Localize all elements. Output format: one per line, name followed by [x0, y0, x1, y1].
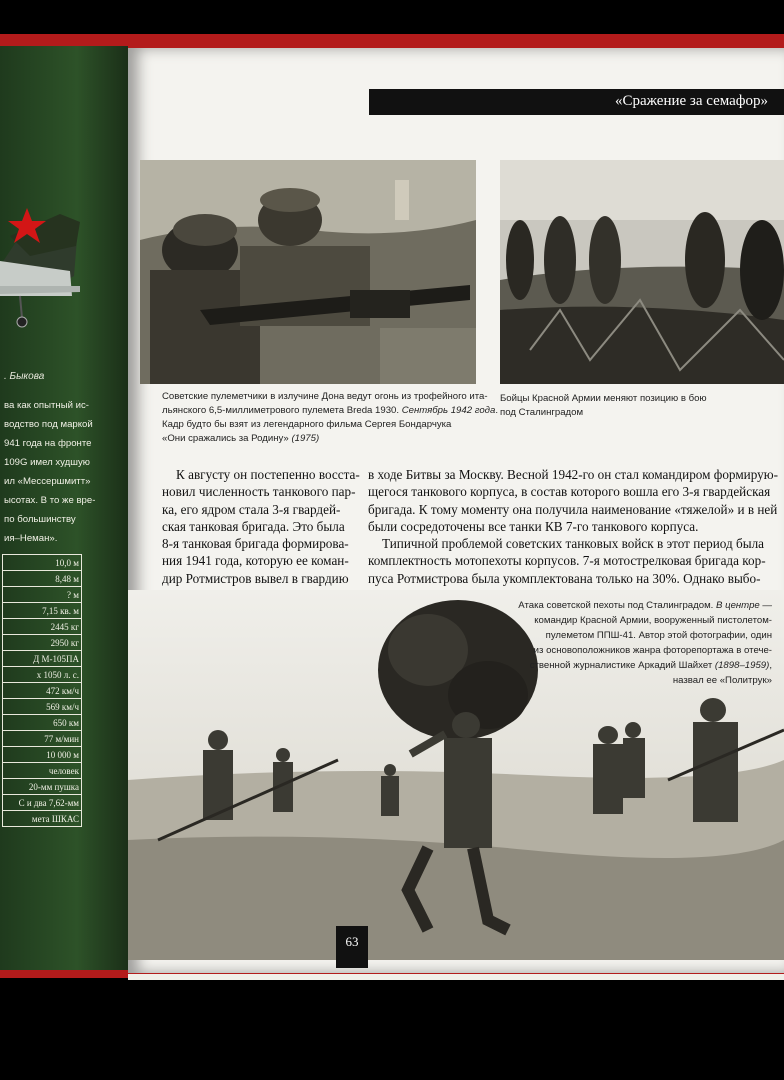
photo3-caption	[500, 598, 772, 688]
caption-line: из основоположников жанра фоторепортажа в отече-	[533, 645, 772, 656]
caption-line: Бойцы Красной Армии меняют позицию в бою	[500, 393, 707, 404]
spec-cell: 8,48 м	[3, 571, 82, 587]
spec-cell: мета ШКАС	[3, 811, 82, 827]
spec-cell: 20-мм пушка	[3, 779, 82, 795]
caption-emphasis: В центре —	[716, 600, 772, 611]
text-line: ская танковая бригада. Это была	[162, 518, 345, 534]
page-bottom-edge	[128, 974, 784, 980]
text-line: ысотах. В то же вре-	[4, 495, 96, 506]
text-line: 941 года на фронте	[4, 438, 92, 449]
text-line: дир Ротмистров вывел в гвардию	[162, 570, 349, 586]
spec-cell: 77 м/мин	[3, 731, 82, 747]
text-line: ия–Неман».	[4, 533, 58, 544]
caption-line: пулеметом ППШ-41. Автор этой фотографии, один	[545, 630, 772, 641]
text-line: были сосредоточены все танки КВ 7-го танкового корпуса.	[368, 518, 699, 534]
left-body-text	[4, 396, 124, 548]
text-line: ния 1941 года, которую ее коман-	[162, 553, 349, 569]
left-page	[0, 46, 128, 970]
caption-line: под Сталинградом	[500, 407, 584, 418]
text-line: пуса Ротмистрова была укомплектована только на 30%. Однако выбо-	[368, 570, 761, 586]
caption-year: (1975)	[291, 433, 320, 444]
photo-machine-gunners	[140, 160, 476, 384]
photo1-caption	[162, 390, 496, 446]
text-line: 8-я танковая бригада формирова-	[162, 536, 349, 552]
caption-line: командир Красной Армии, вооруженный пистолетом-	[534, 615, 772, 626]
caption-date: Сентябрь 1942 года	[401, 405, 496, 416]
body-column-right	[368, 466, 780, 587]
spec-cell: ? м	[3, 587, 82, 603]
spec-cell: 2445 кг	[3, 619, 82, 635]
spec-cell: 10 000 м	[3, 747, 82, 763]
page-number: 63	[336, 926, 368, 968]
text-line: бригада. К тому моменту она получила наименование «тяжелой» и в ней	[368, 501, 778, 517]
caption-line: назвал ее «Политрук»	[672, 675, 772, 686]
text-line: Типичной проблемой советских танковых войск в этот период была	[382, 536, 764, 552]
photo-soldiers-advance	[500, 160, 784, 384]
text-line: новил численность танкового пар-	[162, 484, 356, 500]
spec-cell: 2950 кг	[3, 635, 82, 651]
spec-cell: 472 км/ч	[3, 683, 82, 699]
body-column-left	[162, 466, 360, 587]
caption-punct: ,	[769, 660, 772, 671]
caption-line: «Они сражались за Родину»	[162, 433, 289, 444]
aircraft-illustration	[0, 146, 128, 346]
spec-cell: 569 км/ч	[3, 699, 82, 715]
running-header	[369, 89, 784, 115]
spec-cell: 650 км	[3, 715, 82, 731]
text-line: комплектность мотопехоты корпусов. 7-я мотострелковая бригада кор-	[368, 553, 766, 569]
text-line: ка, его ядром стала 3-я гвардей-	[162, 501, 341, 517]
spec-cell: х 1050 л. с.	[3, 667, 82, 683]
text-line: ва как опытный ис-	[4, 400, 89, 411]
text-line: К августу он постепенно восста-	[176, 467, 360, 482]
spec-cell: С и два 7,62-мм	[3, 795, 82, 811]
text-line: водство под маркой	[4, 419, 93, 430]
spec-cell: 7,15 кв. м	[3, 603, 82, 619]
text-line: по большинству	[4, 514, 76, 525]
spec-table	[2, 554, 82, 827]
caption-line: Атака советской пехоты под Сталинградом.	[518, 600, 714, 611]
spec-cell: 10,0 м	[3, 555, 82, 571]
text-line: в ходе Битвы за Москву. Весной 1942-го он стал командиром формирую-	[368, 467, 778, 482]
caption-line: Советские пулеметчики в излучине Дона ведут огонь из трофейного ита-	[162, 391, 488, 402]
caption-line: Кадр будто бы взят из легендарного фильма Сергея Бондарчука	[162, 419, 452, 430]
caption-years: (1898–1959)	[714, 660, 770, 671]
photo2-caption	[500, 392, 784, 420]
caption-line: льянского 6,5-миллиметрового пулемета Breda 1930.	[162, 405, 400, 416]
spec-cell: человек	[3, 763, 82, 779]
text-line: ил «Мессершмитт»	[4, 476, 91, 487]
chapter-title: «Сражение за семафор»	[614, 93, 768, 109]
left-photo-caption: . Быкова	[4, 371, 45, 382]
text-line: щегося танкового корпуса, в состав которого вошла его 3-я гвардейская	[368, 484, 771, 500]
text-line: 109G имел худшую	[4, 457, 90, 468]
spec-cell: Д М-105ПА	[3, 651, 82, 667]
caption-line: ственной журналистике Аркадий Шайхет	[529, 660, 713, 671]
